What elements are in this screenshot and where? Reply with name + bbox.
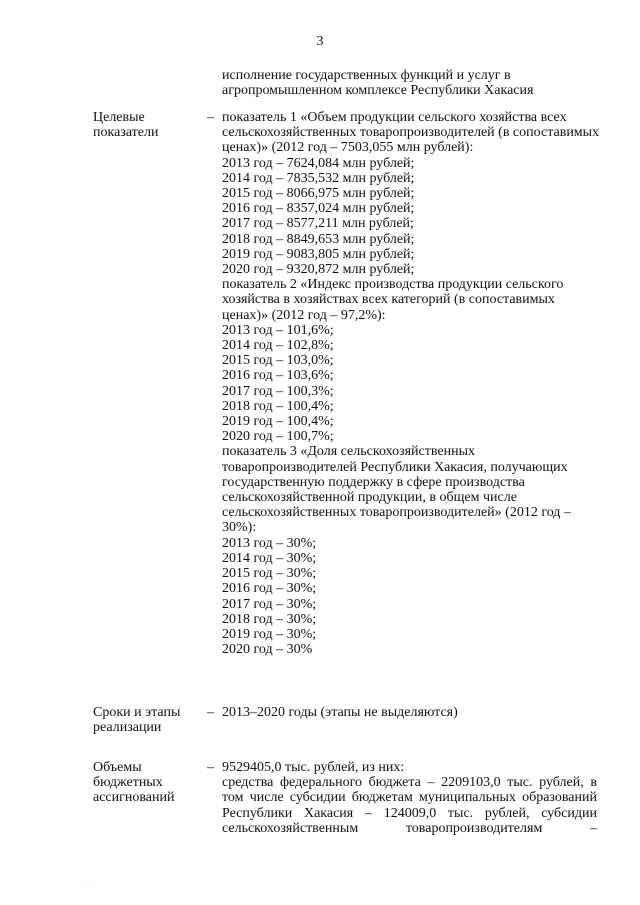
budget-label-line: Объемы [93,760,142,775]
target-line: 2019 год – 9083,805 млн рублей; [222,246,415,262]
target-line: 2019 год – 30%; [222,626,317,642]
target-line: ценах)» (2012 год – 7503,055 млн рублей): [222,140,474,156]
intro-text [222,68,602,98]
target-line: 2020 год – 100,7%; [222,429,334,445]
target-line: 2016 год – 103,6%; [222,368,334,384]
target-line: 2020 год – 9320,872 млн рублей; [222,262,415,278]
targets-label-line: Целевые [93,110,145,125]
budget-first-line: 9529405,0 тыс. рублей, из них: [222,760,405,775]
target-line: 2013 год – 7624,084 млн рублей; [222,155,415,171]
target-line: 2015 год – 30%; [222,566,317,582]
budget-label [93,760,203,806]
target-line: 2015 год – 103,0%; [222,353,334,369]
target-line: сельскохозяйственных товаропроизводителей» (2012 год – [222,505,571,521]
corner-mark: . . [86,882,91,888]
targets-dash: – [207,110,214,125]
intro-line: агропромышленном комплексе Республики Хакасия [222,83,534,99]
target-line: товаропроизводителей Республики Хакасия, получающих [222,459,568,475]
targets-content [222,110,600,658]
target-line: сельскохозяйственных товаропроизводителей (в сопоставимых [222,125,600,141]
terms-text: 2013–2020 годы (этапы не выделяются) [222,705,458,720]
target-line: 2017 год – 8577,211 млн рублей; [222,216,414,232]
terms-label-line: реализации [93,720,162,736]
target-line: государственную поддержку в сфере производства [222,474,525,490]
budget-paragraph-line: средства федерального бюджета – 2209103,0 тыс. рублей, в [222,775,597,791]
targets-label [93,110,203,140]
target-line: 2013 год – 30%; [222,535,317,551]
target-line: 2016 год – 30%; [222,581,317,597]
target-line: 2015 год – 8066,975 млн рублей; [222,186,415,202]
target-line: показатель 1 «Объем продукции сельского хозяйства всех [222,110,567,125]
terms-label-line: Сроки и этапы [93,705,181,720]
target-line: показатель 3 «Доля сельскохозяйственных [222,444,475,460]
target-line: 2013 год – 101,6%; [222,322,334,338]
target-line: сельскохозяйственной продукции, в общем числе [222,490,517,506]
terms-dash: – [207,705,214,720]
target-line: 2014 год – 102,8%; [222,338,334,354]
target-line: 2016 год – 8357,024 млн рублей; [222,201,415,217]
target-line: хозяйства в хозяйствах всех категорий (в сопоставимых [222,292,555,308]
terms-label [93,705,203,735]
target-line: 30%): [222,520,257,536]
target-line: ценах)» (2012 год – 97,2%): [222,307,386,323]
target-line: 2014 год – 7835,532 млн рублей; [222,170,415,186]
budget-dash: – [207,760,214,775]
target-line: 2017 год – 100,3%; [222,383,334,399]
budget-label-line: ассигнований [93,790,175,806]
target-line: 2019 год – 100,4%; [222,414,334,430]
budget-content [222,760,597,836]
budget-paragraph-line: Республики Хакасия – 124009,0 тыс. рублей, субсидии [222,805,597,821]
target-line: 2017 год – 30%; [222,596,317,612]
budget-label-line: бюджетных [93,775,163,791]
target-line: 2020 год – 30% [222,642,313,658]
target-line: 2014 год – 30%; [222,550,317,566]
target-line: показатель 2 «Индекс производства продукции сельского [222,277,564,293]
intro-line: исполнение государственных функций и услуг в [222,68,511,83]
page-number: 3 [316,34,324,49]
target-line: 2018 год – 8849,653 млн рублей; [222,231,415,247]
targets-label-line: показатели [93,125,159,141]
target-line: 2018 год – 100,4%; [222,398,334,414]
budget-paragraph-line: сельскохозяйственным товаропроизводителям – [222,820,597,836]
budget-paragraph-line: том числе субсидии бюджетам муниципальных образований [222,790,597,806]
target-line: 2018 год – 30%; [222,611,317,627]
